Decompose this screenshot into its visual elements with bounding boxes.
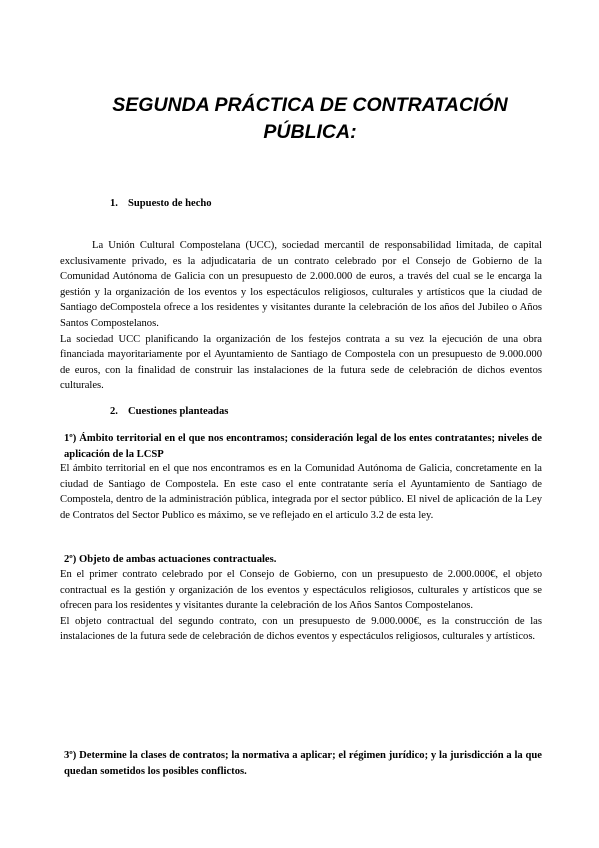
section-1-heading [110, 196, 212, 212]
question-3-title: 3º) Determine la clases de contratos; la normativa a aplicar; el régimen jurídico; y la jurisdicción a la que quedan sometidos los posibles conflictos. [64, 750, 542, 777]
section-1-body [60, 238, 542, 394]
section-1-paragraph-2: La sociedad UCC planificando la organización de los festejos contrata a su vez la ejecución de una obra financiada mayoritariamente por el Ayuntamiento de Santiago de Compostela con un presupuesto de 9.000.000 de euros, con la finalidad de construir las instalaciones de la futura sede de celebración de dichos eventos culturales. [60, 333, 542, 392]
question-2-answer [60, 567, 542, 645]
page-title [60, 92, 560, 146]
title-line-2: PÚBLICA: [263, 121, 357, 143]
section-1-number: 1. [110, 198, 118, 209]
section-2-number: 2. [110, 406, 118, 417]
section-2-title: Cuestiones planteadas [128, 406, 229, 417]
section-1-title: Supuesto de hecho [128, 198, 212, 209]
section-1-paragraph-1: La Unión Cultural Compostelana (UCC), sociedad mercantil de responsabilidad limitada, de capital exclusivamente privado, es la adjudicataria de un contrato celebrado por el Consejo de Gobierno de la Comunidad Autónoma de Galicia con un presupuesto de 2.000.000 de euros, a través del cual se le encarga la gestión y la organización de los eventos y los espectáculos religiosos, culturales y artísticos que la ciudad de Santiago deCompostela ofrece a los residentes y visitantes durante la celebración de los años del Jubileo o Años Santos Compostelanos. [60, 240, 542, 329]
question-1-title: 1º) Ámbito territorial en el que nos encontramos; consideración legal de los entes contratantes; niveles de aplicación de la LCSP [64, 433, 542, 460]
question-2-answer-paragraph-2: El objeto contractual del segundo contrato, con un presupuesto de 9.000.000€, es la construcción de las instalaciones de la futura sede de celebración de dichos eventos y espectáculos religiosos, culturales y artísticos. [60, 615, 542, 643]
question-1-answer: El ámbito territorial en el que nos encontramos es en la Comunidad Autónoma de Galicia, concretamente en la ciudad de Santiago de Compostela. En este caso el ente contratante sería el Ayuntamiento de Santiago de Compostela, dentro de la administración pública, integrada por el sector público. El nivel de aplicación de la Ley de Contratos del Sector Publico es máximo, se ve reflejado en el articulo 3.2 de esta ley. [60, 463, 542, 521]
title-line-1: SEGUNDA PRÁCTICA DE CONTRATACIÓN [112, 94, 508, 116]
section-2-heading [110, 404, 228, 420]
question-2-answer-paragraph-1: En el primer contrato celebrado por el Consejo de Gobierno, con un presupuesto de 2.000.000€, el objeto contractual es la gestión y organización de los eventos y espectáculos religiosos, culturales y artísticos que se ofrecen para los residentes y visitantes durante la celebración de los Años Santos Compostelanos. [60, 569, 542, 612]
question-2-title: 2º) Objeto de ambas actuaciones contractuales. [64, 554, 277, 565]
